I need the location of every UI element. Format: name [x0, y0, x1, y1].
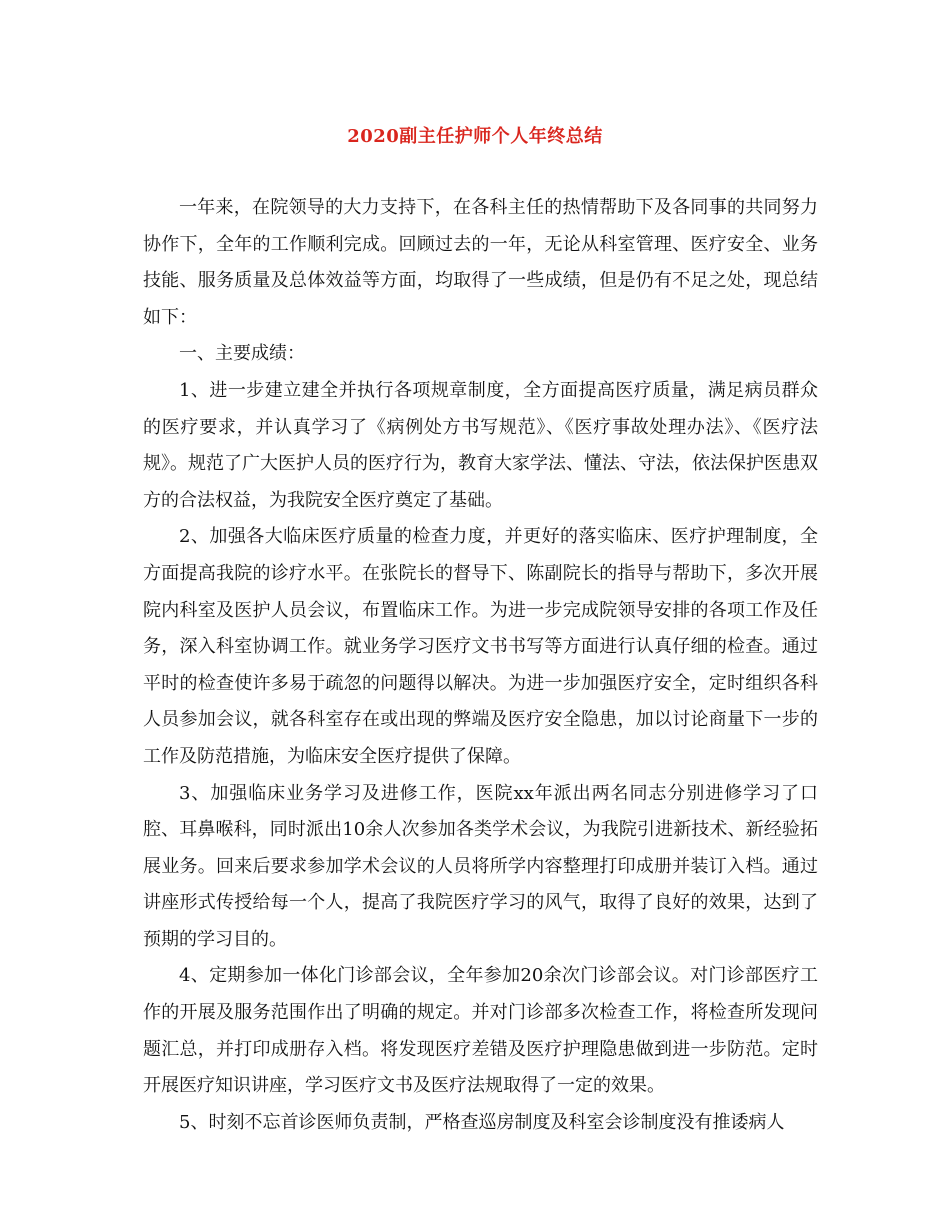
paragraph-item-5: 5、时刻不忘首诊医师负责制，严格查巡房制度及科室会诊制度没有推诿病人 [179, 1111, 785, 1133]
paragraph-item-1: 1、进一步建立建全并执行各项规章制度，全方面提高医疗质量，满足病员群众的医疗要求，并认真学习了《病例处方书写规范》、《医疗事故处理办法》、《医疗法规》。规范了广大医护人员的医疗行为，教育大家学法、懂法、守法，依法保护医患双方的合法权益，为我院安全医疗奠定了基础。 [143, 379, 818, 511]
paragraph-item-2: 2、加强各大临床医疗质量的检查力度，并更好的落实临床、医疗护理制度，全方面提高我院的诊疗水平。在张院长的督导下、陈副院长的指导与帮助下，多次开展院内科室及医护人员会议，布置临床工作。为进一步完成院领导安排的各项工作及任务，深入科室协调工作。就业务学习医疗文书书写等方面进行认真仔细的检查。通过平时的检查使许多易于疏忽的问题得以解决。为进一步加强医疗安全，定时组织各科人员参加会议，就各科室存在或出现的弊端及医疗安全隐患，加以讨论商量下一步的工作及防范措施，为临床安全医疗提供了保障。 [143, 526, 818, 767]
document-title: 2020副主任护师个人年终总结 [347, 126, 603, 147]
paragraph-intro: 一年来，在院领导的大力支持下，在各科主任的热情帮助下及各同事的共同努力协作下，全年的工作顺利完成。回顾过去的一年，无论从科室管理、医疗安全、业务技能、服务质量及总体效益等方面，均取得了一些成绩，但是仍有不足之处，现总结如下： [143, 197, 818, 328]
paragraph-item-3: 3、加强临床业务学习及进修工作，医院xx年派出两名同志分别进修学习了口腔、耳鼻喉科，同时派出10余人次参加各类学术会议，为我院引进新技术、新经验拓展业务。回来后要求参加学术会议的人员将所学内容整理打印成册并装订入档。通过讲座形式传授给每一个人，提高了我院医疗学习的风气，取得了良好的效果，达到了预期的学习目的。 [143, 782, 818, 950]
section-heading-main-achievements: 一、主要成绩： [179, 343, 305, 365]
document-body [143, 190, 818, 1141]
paragraph-item-4: 4、定期参加一体化门诊部会议，全年参加20余次门诊部会议。对门诊部医疗工作的开展及服务范围作出了明确的规定。并对门诊部多次检查工作，将检查所发现问题汇总，并打印成册存入档。将发现医疗差错及医疗护理隐患做到进一步防范。定时开展医疗知识讲座，学习医疗文书及医疗法规取得了一定的效果。 [143, 965, 818, 1097]
